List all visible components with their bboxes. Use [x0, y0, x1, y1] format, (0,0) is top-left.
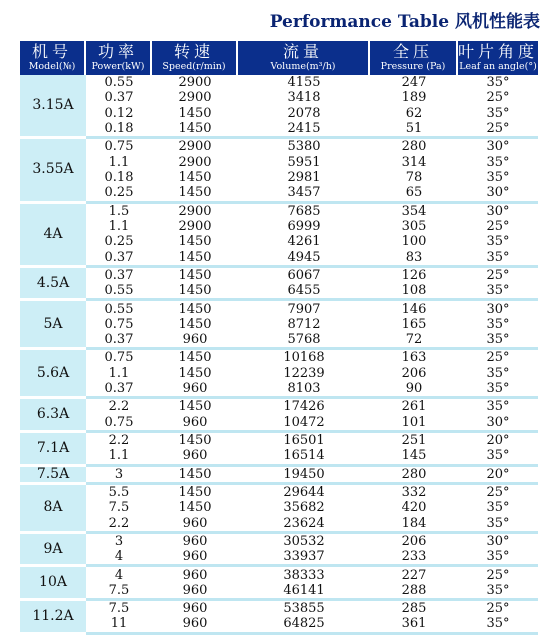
pressure-cell: 354: [370, 204, 458, 219]
header-pressure: [370, 41, 458, 75]
header-angle-en: Leaf an angle(°): [459, 61, 537, 73]
volume-cell: 5768: [238, 332, 370, 350]
pressure-cell: 51: [370, 121, 458, 139]
angle-cell: 35°: [458, 106, 538, 121]
angle-cell: 25°: [458, 350, 538, 365]
model-cell: 11.2A: [20, 601, 86, 635]
volume-cell: 8712: [238, 317, 370, 332]
speed-cell: 1450: [152, 185, 238, 203]
pressure-cell: 314: [370, 155, 458, 170]
table-row: [20, 467, 538, 485]
speed-cell: 960: [152, 534, 238, 549]
table-body: [20, 75, 538, 635]
power-cell: 3: [86, 534, 152, 549]
header-angle: [458, 41, 538, 75]
volume-cell: 38333: [238, 567, 370, 582]
speed-cell: 1450: [152, 485, 238, 500]
volume-cell: 3457: [238, 185, 370, 203]
pressure-cell: 332: [370, 485, 458, 500]
volume-cell: 2078: [238, 106, 370, 121]
angle-cell: 35°: [458, 317, 538, 332]
volume-cell: 4261: [238, 234, 370, 249]
header-speed: [152, 41, 238, 75]
power-cell: 0.55: [86, 75, 152, 90]
pressure-cell: 261: [370, 399, 458, 414]
power-cell: 1.5: [86, 204, 152, 219]
angle-cell: 25°: [458, 90, 538, 105]
volume-cell: 16514: [238, 448, 370, 466]
table-row: [20, 500, 538, 515]
angle-cell: 20°: [458, 467, 538, 485]
power-cell: 0.18: [86, 170, 152, 185]
model-cell: 8A: [20, 485, 86, 534]
volume-cell: 64825: [238, 616, 370, 634]
volume-cell: 8103: [238, 381, 370, 399]
power-cell: 0.55: [86, 283, 152, 301]
speed-cell: 960: [152, 448, 238, 466]
speed-cell: 2900: [152, 219, 238, 234]
angle-cell: 35°: [458, 399, 538, 414]
speed-cell: 1450: [152, 106, 238, 121]
pressure-cell: 62: [370, 106, 458, 121]
volume-cell: 46141: [238, 583, 370, 601]
angle-cell: 30°: [458, 139, 538, 154]
angle-cell: 35°: [458, 75, 538, 90]
speed-cell: 1450: [152, 121, 238, 139]
power-cell: 0.12: [86, 106, 152, 121]
pressure-cell: 227: [370, 567, 458, 582]
table-row: [20, 448, 538, 466]
power-cell: 5.5: [86, 485, 152, 500]
power-cell: 1.1: [86, 366, 152, 381]
table-row: [20, 121, 538, 139]
volume-cell: 17426: [238, 399, 370, 414]
header-volume-en: Volume(m³/h): [270, 61, 336, 73]
model-cell: 9A: [20, 534, 86, 568]
power-cell: 0.25: [86, 185, 152, 203]
speed-cell: 1450: [152, 268, 238, 283]
volume-cell: 53855: [238, 601, 370, 616]
angle-cell: 35°: [458, 448, 538, 466]
volume-cell: 4155: [238, 75, 370, 90]
angle-cell: 35°: [458, 515, 538, 533]
volume-cell: 2415: [238, 121, 370, 139]
model-cell: 7.1A: [20, 433, 86, 467]
volume-cell: 2981: [238, 170, 370, 185]
volume-cell: 7907: [238, 301, 370, 316]
power-cell: 0.37: [86, 268, 152, 283]
pressure-cell: 163: [370, 350, 458, 365]
table-row: [20, 170, 538, 185]
table-row: [20, 75, 538, 90]
speed-cell: 1450: [152, 234, 238, 249]
power-cell: 1.1: [86, 155, 152, 170]
table-row: [20, 249, 538, 267]
power-cell: 0.75: [86, 139, 152, 154]
table-row: [20, 185, 538, 203]
angle-cell: 25°: [458, 601, 538, 616]
table-row: [20, 90, 538, 105]
table-row: [20, 204, 538, 219]
speed-cell: 1450: [152, 301, 238, 316]
speed-cell: 1450: [152, 500, 238, 515]
angle-cell: 20°: [458, 433, 538, 448]
pressure-cell: 184: [370, 515, 458, 533]
power-cell: 0.75: [86, 415, 152, 433]
table-row: [20, 415, 538, 433]
power-cell: 0.55: [86, 301, 152, 316]
pressure-cell: 305: [370, 219, 458, 234]
speed-cell: 2900: [152, 204, 238, 219]
model-cell: 5A: [20, 301, 86, 350]
header-power-cn: 功率: [97, 42, 138, 62]
power-cell: 2.2: [86, 399, 152, 414]
model-cell: 4A: [20, 204, 86, 268]
volume-cell: 4945: [238, 249, 370, 267]
pressure-cell: 251: [370, 433, 458, 448]
table-row: [20, 301, 538, 316]
speed-cell: 2900: [152, 75, 238, 90]
volume-cell: 30532: [238, 534, 370, 549]
speed-cell: 1450: [152, 366, 238, 381]
volume-cell: 35682: [238, 500, 370, 515]
table-row: [20, 515, 538, 533]
angle-cell: 30°: [458, 185, 538, 203]
angle-cell: 25°: [458, 485, 538, 500]
speed-cell: 960: [152, 601, 238, 616]
angle-cell: 35°: [458, 500, 538, 515]
speed-cell: 1450: [152, 467, 238, 485]
pressure-cell: 100: [370, 234, 458, 249]
angle-cell: 30°: [458, 204, 538, 219]
angle-cell: 35°: [458, 616, 538, 634]
header-speed-en: Speed(r/min): [162, 61, 226, 73]
angle-cell: 35°: [458, 332, 538, 350]
table-row: [20, 155, 538, 170]
performance-table: [20, 41, 538, 635]
angle-cell: 35°: [458, 249, 538, 267]
header-model-en: Model(№): [28, 61, 76, 73]
header-pressure-cn: 全压: [392, 42, 433, 62]
angle-cell: 25°: [458, 567, 538, 582]
model-cell: 3.55A: [20, 139, 86, 203]
power-cell: 3: [86, 467, 152, 485]
volume-cell: 12239: [238, 366, 370, 381]
speed-cell: 1450: [152, 399, 238, 414]
header-angle-cn: 叶片角度: [458, 42, 539, 62]
speed-cell: 1450: [152, 170, 238, 185]
volume-cell: 16501: [238, 433, 370, 448]
power-cell: 0.18: [86, 121, 152, 139]
speed-cell: 960: [152, 567, 238, 582]
table-row: [20, 219, 538, 234]
volume-cell: 5951: [238, 155, 370, 170]
pressure-cell: 206: [370, 534, 458, 549]
volume-cell: 6067: [238, 268, 370, 283]
speed-cell: 960: [152, 515, 238, 533]
header-model: [20, 41, 86, 75]
pressure-cell: 83: [370, 249, 458, 267]
table-row: [20, 283, 538, 301]
header-volume-cn: 流量: [282, 42, 323, 62]
header-pressure-en: Pressure (Pa): [380, 61, 446, 73]
table-row: [20, 534, 538, 549]
pressure-cell: 101: [370, 415, 458, 433]
speed-cell: 960: [152, 332, 238, 350]
pressure-cell: 247: [370, 75, 458, 90]
volume-cell: 6455: [238, 283, 370, 301]
angle-cell: 30°: [458, 301, 538, 316]
power-cell: 4: [86, 549, 152, 567]
header-power-en: Power(kW): [91, 61, 145, 73]
pressure-cell: 145: [370, 448, 458, 466]
speed-cell: 960: [152, 415, 238, 433]
table-row: [20, 485, 538, 500]
table-row: [20, 268, 538, 283]
table-row: [20, 317, 538, 332]
power-cell: 4: [86, 567, 152, 582]
pressure-cell: 108: [370, 283, 458, 301]
table-row: [20, 139, 538, 154]
pressure-cell: 189: [370, 90, 458, 105]
table-header: [20, 41, 538, 75]
header-power: [86, 41, 152, 75]
pressure-cell: 361: [370, 616, 458, 634]
pressure-cell: 65: [370, 185, 458, 203]
power-cell: 2.2: [86, 515, 152, 533]
angle-cell: 35°: [458, 366, 538, 381]
volume-cell: 10472: [238, 415, 370, 433]
model-cell: 7.5A: [20, 467, 86, 485]
table-row: [20, 601, 538, 616]
angle-cell: 35°: [458, 549, 538, 567]
table-row: [20, 399, 538, 414]
power-cell: 0.37: [86, 332, 152, 350]
pressure-cell: 280: [370, 139, 458, 154]
speed-cell: 2900: [152, 90, 238, 105]
power-cell: 7.5: [86, 601, 152, 616]
model-cell: 4.5A: [20, 268, 86, 302]
table-row: [20, 366, 538, 381]
angle-cell: 25°: [458, 121, 538, 139]
power-cell: 0.37: [86, 381, 152, 399]
table-row: [20, 433, 538, 448]
speed-cell: 1450: [152, 249, 238, 267]
power-cell: 7.5: [86, 500, 152, 515]
speed-cell: 1450: [152, 317, 238, 332]
angle-cell: 35°: [458, 283, 538, 301]
model-cell: 3.15A: [20, 75, 86, 139]
pressure-cell: 126: [370, 268, 458, 283]
angle-cell: 30°: [458, 415, 538, 433]
header-speed-cn: 转速: [173, 42, 214, 62]
pressure-cell: 165: [370, 317, 458, 332]
pressure-cell: 72: [370, 332, 458, 350]
table-row: [20, 234, 538, 249]
speed-cell: 2900: [152, 155, 238, 170]
pressure-cell: 233: [370, 549, 458, 567]
power-cell: 1.1: [86, 219, 152, 234]
power-cell: 0.75: [86, 317, 152, 332]
angle-cell: 35°: [458, 583, 538, 601]
table-row: [20, 381, 538, 399]
volume-cell: 3418: [238, 90, 370, 105]
table-row: [20, 350, 538, 365]
table-row: [20, 106, 538, 121]
pressure-cell: 285: [370, 601, 458, 616]
volume-cell: 29644: [238, 485, 370, 500]
angle-cell: 25°: [458, 219, 538, 234]
pressure-cell: 146: [370, 301, 458, 316]
table-row: [20, 549, 538, 567]
pressure-cell: 206: [370, 366, 458, 381]
volume-cell: 19450: [238, 467, 370, 485]
angle-cell: 35°: [458, 381, 538, 399]
volume-cell: 10168: [238, 350, 370, 365]
pressure-cell: 90: [370, 381, 458, 399]
power-cell: 11: [86, 616, 152, 634]
model-cell: 5.6A: [20, 350, 86, 399]
title-chinese: 风机性能表: [455, 12, 540, 32]
volume-cell: 33937: [238, 549, 370, 567]
angle-cell: 35°: [458, 170, 538, 185]
header-row: [20, 41, 538, 75]
angle-cell: 35°: [458, 234, 538, 249]
speed-cell: 960: [152, 549, 238, 567]
power-cell: 7.5: [86, 583, 152, 601]
angle-cell: 35°: [458, 155, 538, 170]
pressure-cell: 288: [370, 583, 458, 601]
header-model-cn: 机号: [31, 42, 72, 62]
power-cell: 0.75: [86, 350, 152, 365]
pressure-cell: 280: [370, 467, 458, 485]
speed-cell: 1450: [152, 350, 238, 365]
title-english: Performance Table: [269, 12, 455, 32]
speed-cell: 1450: [152, 433, 238, 448]
speed-cell: 1450: [152, 283, 238, 301]
speed-cell: 960: [152, 381, 238, 399]
power-cell: 1.1: [86, 448, 152, 466]
power-cell: 0.37: [86, 90, 152, 105]
speed-cell: 2900: [152, 139, 238, 154]
speed-cell: 960: [152, 583, 238, 601]
header-volume: [238, 41, 370, 75]
model-cell: 6.3A: [20, 399, 86, 433]
pressure-cell: 420: [370, 500, 458, 515]
volume-cell: 6999: [238, 219, 370, 234]
speed-cell: 960: [152, 616, 238, 634]
model-cell: 10A: [20, 567, 86, 601]
table-row: [20, 583, 538, 601]
power-cell: 2.2: [86, 433, 152, 448]
volume-cell: 5380: [238, 139, 370, 154]
table-title: [0, 10, 540, 34]
power-cell: 0.25: [86, 234, 152, 249]
angle-cell: 30°: [458, 534, 538, 549]
angle-cell: 25°: [458, 268, 538, 283]
volume-cell: 23624: [238, 515, 370, 533]
table-row: [20, 567, 538, 582]
pressure-cell: 78: [370, 170, 458, 185]
table-row: [20, 616, 538, 634]
power-cell: 0.37: [86, 249, 152, 267]
volume-cell: 7685: [238, 204, 370, 219]
table-row: [20, 332, 538, 350]
